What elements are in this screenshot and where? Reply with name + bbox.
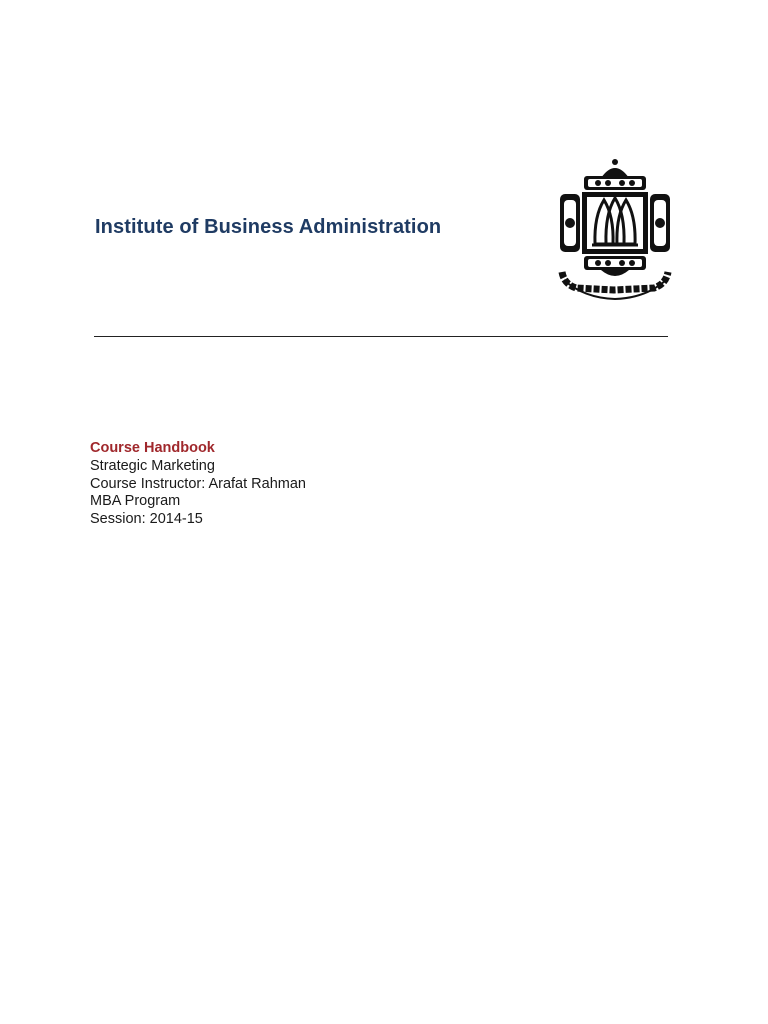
seal-icon — [554, 156, 676, 306]
course-info-block — [90, 440, 306, 529]
course-handbook-label: Course Handbook — [90, 440, 215, 456]
university-seal-logo — [554, 156, 676, 306]
institute-title: Institute of Business Administration — [95, 216, 442, 238]
course-instructor: Course Instructor: Arafat Rahman — [90, 475, 306, 492]
header-divider — [94, 336, 668, 337]
session-text: Session: 2014-15 — [90, 511, 203, 528]
course-name: Strategic Marketing — [90, 457, 215, 474]
program-name: MBA Program — [90, 493, 181, 510]
